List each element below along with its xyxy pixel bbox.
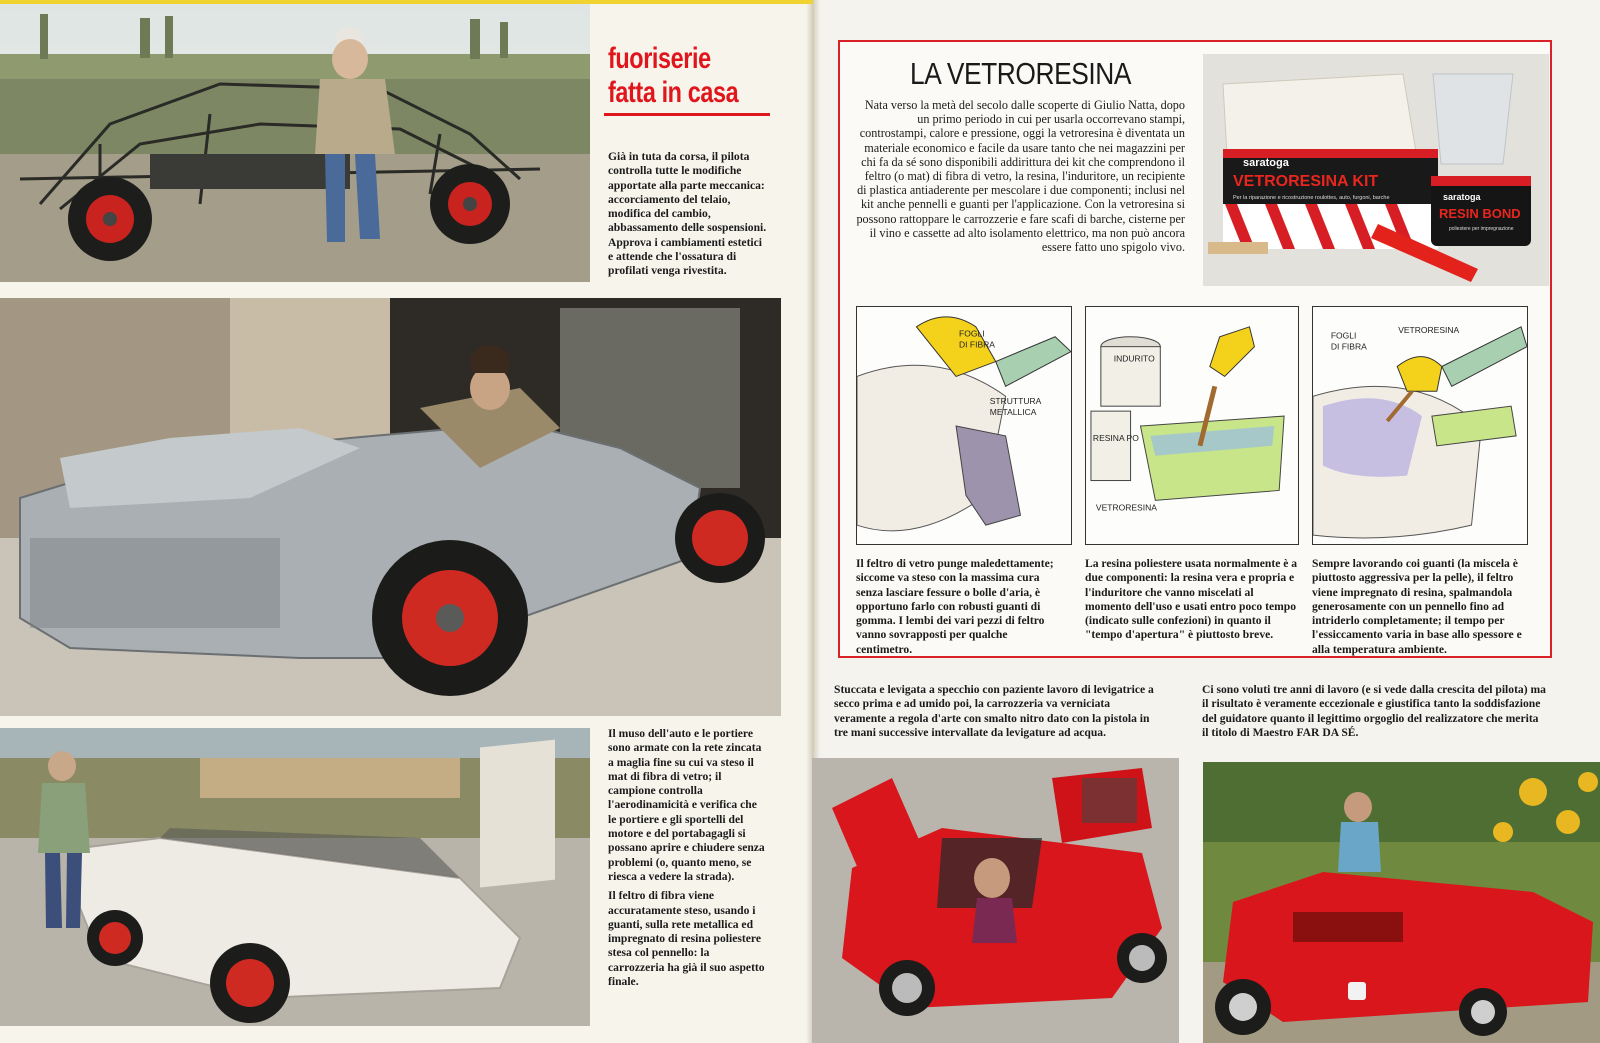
caption-white-body bbox=[608, 727, 768, 989]
illu1-label-0: FOGLI bbox=[959, 328, 985, 339]
illu2-label-0: INDURITO bbox=[1113, 353, 1155, 364]
caption-paint: Stuccata e levigata a specchio con paziente lavoro di levigatrice a secco prima e ad umido poi, la carrozzeria va verniciata veramente a regola d'arte con smalto nitro dato con la pistola in tre mani successive intervallate da levigature ad acqua. bbox=[834, 683, 1154, 739]
caption-chassis: Già in tuta da corsa, il pilota controlla tutte le modifiche apportate alla parte meccanica: accorciamento del telaio, modifica del cambio, abbassamento delle sospensioni. Approva i cambiamenti estetici e attende che l'ossatura di profilati venga rivestita. bbox=[608, 150, 767, 278]
illustration-resin-mix bbox=[1085, 306, 1299, 545]
box-caption-2: La resina poliestere usata normalmente è a due componenti: la resina vera e propria e l'induritore che vanno miscelati al momento dell'uso e usati entro poco tempo (indicato sulle confezioni) in quanto il "tempo d'apertura" è piuttosto breve. bbox=[1085, 557, 1298, 642]
illu1-label-1: DI FIBRA bbox=[959, 339, 995, 350]
article-title-line2: fatta in casa bbox=[608, 76, 739, 109]
illu1-label-3: METALLICA bbox=[989, 407, 1037, 418]
kit-brand: saratoga bbox=[1243, 157, 1289, 169]
illustration-fiber-sheets bbox=[856, 306, 1072, 545]
illu3-label-2: VETRORESINA bbox=[1398, 324, 1460, 335]
box-title: LA VETRORESINA bbox=[910, 56, 1132, 91]
caption-result: Ci sono voluti tre anni di lavoro (e si vede dalla crescita del pilota) ma il risultato è veramente eccezionale e giustifica tanto la soddisfazione del guidatore quanto il legittimo orgoglio del realizzatore che merita il titolo di Maestro FAR DA SÉ. bbox=[1202, 683, 1546, 739]
caption-white-body-p2: Il feltro di fibra viene accuratamente steso, usando i guanti, sulla rete metallica ed impregnato di resina poliestere stesa col pennello: la carrozzeria ha già il suo aspetto finale. bbox=[608, 889, 765, 989]
kit-subtitle: Per la riparazione e ricostruzione roulottes, auto, furgoni, barche bbox=[1233, 195, 1390, 201]
can-subtitle: poliestere per impregnazione bbox=[1449, 226, 1514, 232]
illu3-label-1: DI FIBRA bbox=[1330, 341, 1367, 352]
illu2-label-2: VETRORESINA bbox=[1095, 502, 1157, 513]
photo-mesh-body bbox=[0, 298, 781, 716]
photo-vetroresina-kit bbox=[1203, 54, 1549, 286]
caption-white-body-p1: Il muso dell'auto e le portiere sono armate con la rete zincata a maglia fine su cui va steso il mat di fibra di vetro; il campione controlla l'aerodinamicità e verifica che le portiere e gli sportelli del motore e del portabagagli si possano aprire e chiudere senza problemi (o, quanto meno, se riesca a vedere la strada). bbox=[608, 727, 765, 883]
illu1-label-2: STRUTTURA bbox=[989, 396, 1042, 407]
kit-name: VETRORESINA KIT bbox=[1233, 173, 1379, 190]
box-caption-3: Sempre lavorando coi guanti (la miscela è piuttosto aggressiva per la pelle), il feltro viene impregnato di resina, spalmandola generosamente con un pennello fino ad intriderlo completamente; il tempo per l'essiccamento varia in base allo spessore e alla temperatura ambiente. bbox=[1312, 557, 1522, 656]
illu2-label-1: RESINA PO bbox=[1092, 432, 1139, 443]
article-title-line1: fuoriserie bbox=[608, 42, 711, 75]
box-caption-1: Il feltro di vetro punge maledettamente; siccome va steso con la massima cura senza lasciare fessure o bolle d'aria, è opportuno farlo con robusti guanti di gomma. I lembi dei vari pezzi di feltro vanno sovrapposti per qualche centimetro. bbox=[856, 557, 1054, 656]
can-brand: saratoga bbox=[1443, 192, 1481, 202]
photo-red-car-open bbox=[812, 758, 1179, 1043]
photo-white-body bbox=[0, 728, 590, 1026]
illu3-label-0: FOGLI bbox=[1330, 330, 1357, 341]
title-underline bbox=[604, 113, 770, 116]
box-intro: Nata verso la metà del secolo dalle scoperte di Giulio Natta, dopo un primo periodo in cui per usarla occorrevano stampi, controstampi, calore e pressione, oggi la vetroresina è diventata un materiale economico e facile da usare tanto che nei magazzini per chi fa da sé sono disponibili addirittura dei kit che comprendono il feltro (o mat) di fibra di vetro, la resina, l'induritore, un recipiente di plastica antiaderente per mescolare i due componenti; inclusi nel kit anche pennelli e guanti per l'applicazione. Con la vetroresina si possono rattoppare le carrozzerie e fare scafi di barche, cisterne per il vino e cassette ad alto isolamento elettrico, ma non può ancora essere fatto uno spigolo vivo. bbox=[856, 98, 1185, 255]
photo-red-car-sunflowers bbox=[1203, 762, 1600, 1043]
photo-chassis bbox=[0, 4, 590, 282]
can-name: RESIN BOND bbox=[1439, 206, 1521, 221]
illustration-brush-resin bbox=[1312, 306, 1528, 545]
